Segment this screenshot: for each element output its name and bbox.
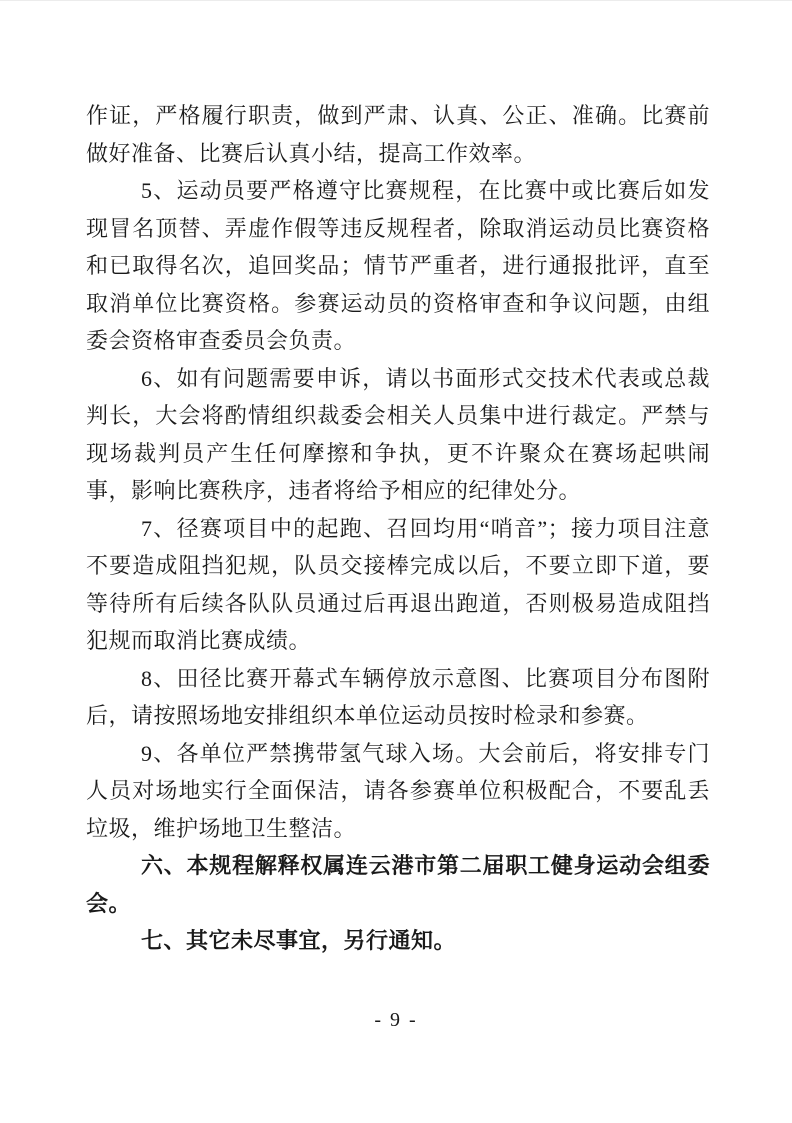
paragraph: 9、各单位严禁携带氢气球入场。大会前后，将安排专门人员对场地实行全面保洁，请各参赛单位积极配合，不要乱丢垃圾，维护场地卫生整洁。 xyxy=(86,740,710,841)
page-number: - 9 - xyxy=(374,1009,418,1031)
paragraph: 作证，严格履行职责，做到严肃、认真、公正、准确。比赛前做好准备、比赛后认真小结，提高工作效率。 xyxy=(86,103,710,166)
document-body xyxy=(86,97,710,960)
paragraph: 七、其它未尽事宜，另行通知。 xyxy=(141,928,457,953)
paragraph: 5、运动员要严格遵守比赛规程，在比赛中或比赛后如发现冒名顶替、弄虚作假等违反规程者，除取消运动员比赛资格和已取得名次，追回奖品；情节严重者，进行通报批评，直至取消单位比赛资格。参赛运动员的资格审查和争议问题，由组委会资格审查委员会负责。 xyxy=(86,178,710,353)
paragraph: 六、本规程解释权属连云港市第二届职工健身运动会组委会。 xyxy=(86,853,710,916)
paragraph: 8、田径比赛开幕式车辆停放示意图、比赛项目分布图附后，请按照场地安排组织本单位运动员按时检录和参赛。 xyxy=(86,665,710,728)
paragraph: 6、如有问题需要申诉，请以书面形式交技术代表或总裁判长，大会将酌情组织裁委会相关人员集中进行裁定。严禁与现场裁判员产生任何摩擦和争执，更不许聚众在赛场起哄闹事，影响比赛秩序，违者将给予相应的纪律处分。 xyxy=(86,365,710,503)
paragraph: 7、径赛项目中的起跑、召回均用“哨音”；接力项目注意不要造成阻挡犯规，队员交接棒完成以后，不要立即下道，要等待所有后续各队队员通过后再退出跑道，否则极易造成阻挡犯规而取消比赛成绩。 xyxy=(86,515,710,653)
